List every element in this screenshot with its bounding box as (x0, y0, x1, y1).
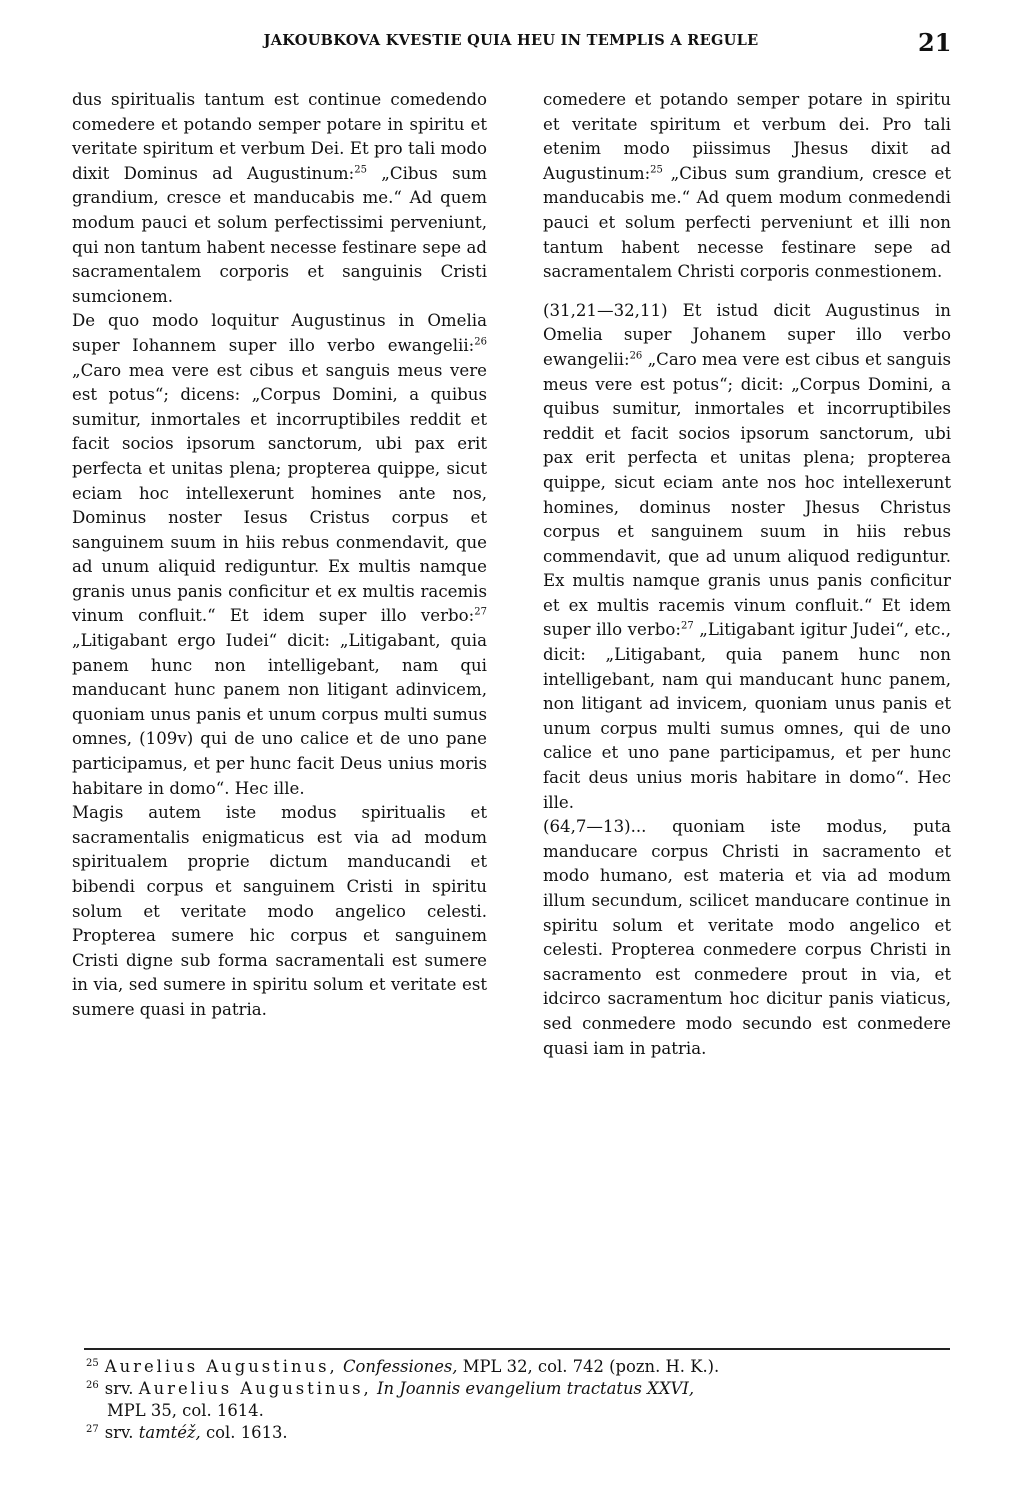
footnote-prefix: srv. (104, 1379, 134, 1398)
left-p2-text-c: „Litigabant ergo Iudei“ dicit: „Litigabant, quia panem hunc non intelligebant, nam qui manducant hunc panem non litigant adinvicem, quoniam unus panis et unum corpus multi sumus omnes, (109v) qui de uno calice et de uno pane participamus, et per hunc facit Deus unius moris habitare in domo“. Hec ille. (72, 631, 487, 798)
footnote-ref-25: 25 (650, 164, 663, 176)
footnote-author: Aurelius Augustinus, (138, 1379, 372, 1398)
left-paragraph-3: Magis autem iste modus spiritualis et sacramentalis enigmaticus est via ad modum spiritualem proprie dictum manducandi et bibendi corpus et sanguinem Cristi in spiritu solum et veritate modo angelico celesti. Propterea sumere hic corpus et sanguinem Cristi digne sub forma sacramentali est sumere in via, sed sumere in spiritu solum et veritate est sumere quasi in patria. (72, 803, 487, 1019)
footnote-work: Confessiones, (342, 1357, 458, 1376)
right-p1-text-a: comedere et potando semper potare in spiritu et veritate spiritum et verbum dei. Pro tali etenim modo piissimus Jhesus dixit ad Augustinum: (543, 90, 951, 183)
page-number: 21 (918, 28, 952, 57)
right-paragraph-2 (543, 299, 951, 815)
footnote-ref-26: 26 (629, 350, 643, 362)
footnote-ref-27: 27 (474, 606, 487, 618)
left-p2-text-b: „Caro mea vere est cibus et sanguis meus vere est potus“; dicens: „Corpus Domini, a quibus sumitur, inmortales et incorruptibiles reddit et facit socios ipsorum sanctorum, ubi pax erit perfecta et unitas plena; propterea quippe, sicut eciam hoc intellexerunt homines ante nos, Dominus noster Iesus Cristus corpus et sanguinem suum in hiis rebus conmendavit, que ad unum aliquid rediguntur. Ex multis namque granis unus panis conficitur et ex multis racemis vinum confluit.“ Et idem super illo verbo: (72, 360, 487, 626)
footnote-ref-26: 26 (474, 336, 487, 348)
left-paragraph-2 (72, 309, 487, 801)
footnote-ref-25: 25 (354, 164, 367, 176)
footnote-work: tamtéž, (138, 1423, 201, 1442)
left-column (72, 88, 487, 1023)
footnote-25 (86, 1356, 956, 1378)
right-p2-text-b: „Caro mea vere est cibus et sanguis meus vere est potus“; dicit: „Corpus Domini, a quibus sumitur, inmortales et incorruptibiles reddit et facit socios ipsorum sanctorum, ubi pax erit perfecta et unitas plena; propterea quippe, sicut eciam ante nos hoc intellexerunt homines, dominus noster Jhesus Christus corpus et sanguinem suum in hiis rebus commendavit, que ad unum aliquod rediguntur. Ex multis namque granis unus panis conficitur et ex multis racemis vinum confluit.“ Et idem super illo verbo: (543, 349, 951, 640)
right-p2-text-a: (31,21—32,11) Et istud dicit Augustinus in Omelia super Johanem super illo verbo ewangelii: (543, 300, 951, 369)
footnotes (86, 1356, 956, 1444)
footnote-ref-27: 27 (680, 620, 694, 632)
footnote-26 (86, 1378, 956, 1400)
footnote-reference: col. 1613. (206, 1423, 288, 1442)
right-column (543, 88, 951, 1061)
left-p2-text-a: De quo modo loquitur Augustinus in Omelia super Iohannem super illo verbo ewangelii: (72, 311, 487, 355)
footnote-work: In Joannis evangelium tractatus XXVI, (376, 1379, 695, 1398)
footnote-reference: MPL 35, col. 1614. (107, 1401, 264, 1420)
right-paragraph-3: (64,7—13)... quoniam iste modus, puta manducare corpus Christi in sacramento et modo humano, est materia et via ad modum illum secundum, scilicet manducare continue in spiritu solum et veritate modo angelico et celesti. Propterea conmedere corpus Christi in sacramento est conmedere prout in via, et idcirco sacramentum hoc dicitur panis viaticus, sed conmedere modo secundo est conmedere quasi iam in patria. (543, 817, 951, 1058)
footnote-number: 27 (86, 1423, 99, 1435)
right-p1-text-b: „Cibus sum grandium, cresce et manducabis me.“ Ad quem modum conmedendi pauci et solum perfecti perveniunt et illi non tantum habent necesse festinare sepe ad sacramentalem Christi corporis conmestionem. (543, 163, 951, 282)
left-p1-text-a: dus spiritualis tantum est continue comedendo comedere et potando semper potare in spiritu et veritate spiritum et verbum Dei. Et pro tali modo dixit Dominus ad Augustinum: (72, 90, 487, 183)
right-paragraph-1 (543, 88, 951, 285)
footnote-number: 25 (86, 1357, 99, 1369)
footnote-rule (84, 1348, 950, 1350)
running-head: JAKOUBKOVA KVESTIE QUIA HEU IN TEMPLIS A REGULE (263, 32, 759, 49)
footnote-26-continued (86, 1400, 956, 1422)
footnote-prefix: srv. (104, 1423, 134, 1442)
footnote-reference: MPL 32, col. 742 (pozn. H. K.). (462, 1357, 720, 1376)
footnote-author: Aurelius Augustinus, (104, 1357, 338, 1376)
footnote-number: 26 (86, 1379, 99, 1391)
footnote-27 (86, 1422, 956, 1444)
right-p2-text-c: „Litigabant igitur Judei“, etc., dicit: „Litigabant, quia panem hunc non intelligebant, nam qui manducant hunc panem, non litigant ad invicem, quoniam unus panis et unum corpus multi sumus omnes, qui de uno calice et uno pane participamus, et per hunc facit deus unius moris habitare in domo“. Hec ille. (543, 620, 951, 812)
left-paragraph-1 (72, 88, 487, 309)
left-p1-text-b: „Cibus sum grandium, cresce et manducabis me.“ Ad quem modum pauci et solum perfectissimi perveniunt, qui non tantum habent necesse festinare sepe ad sacramentalem corporis et sanguinis Cristi sumcionem. (72, 163, 488, 306)
